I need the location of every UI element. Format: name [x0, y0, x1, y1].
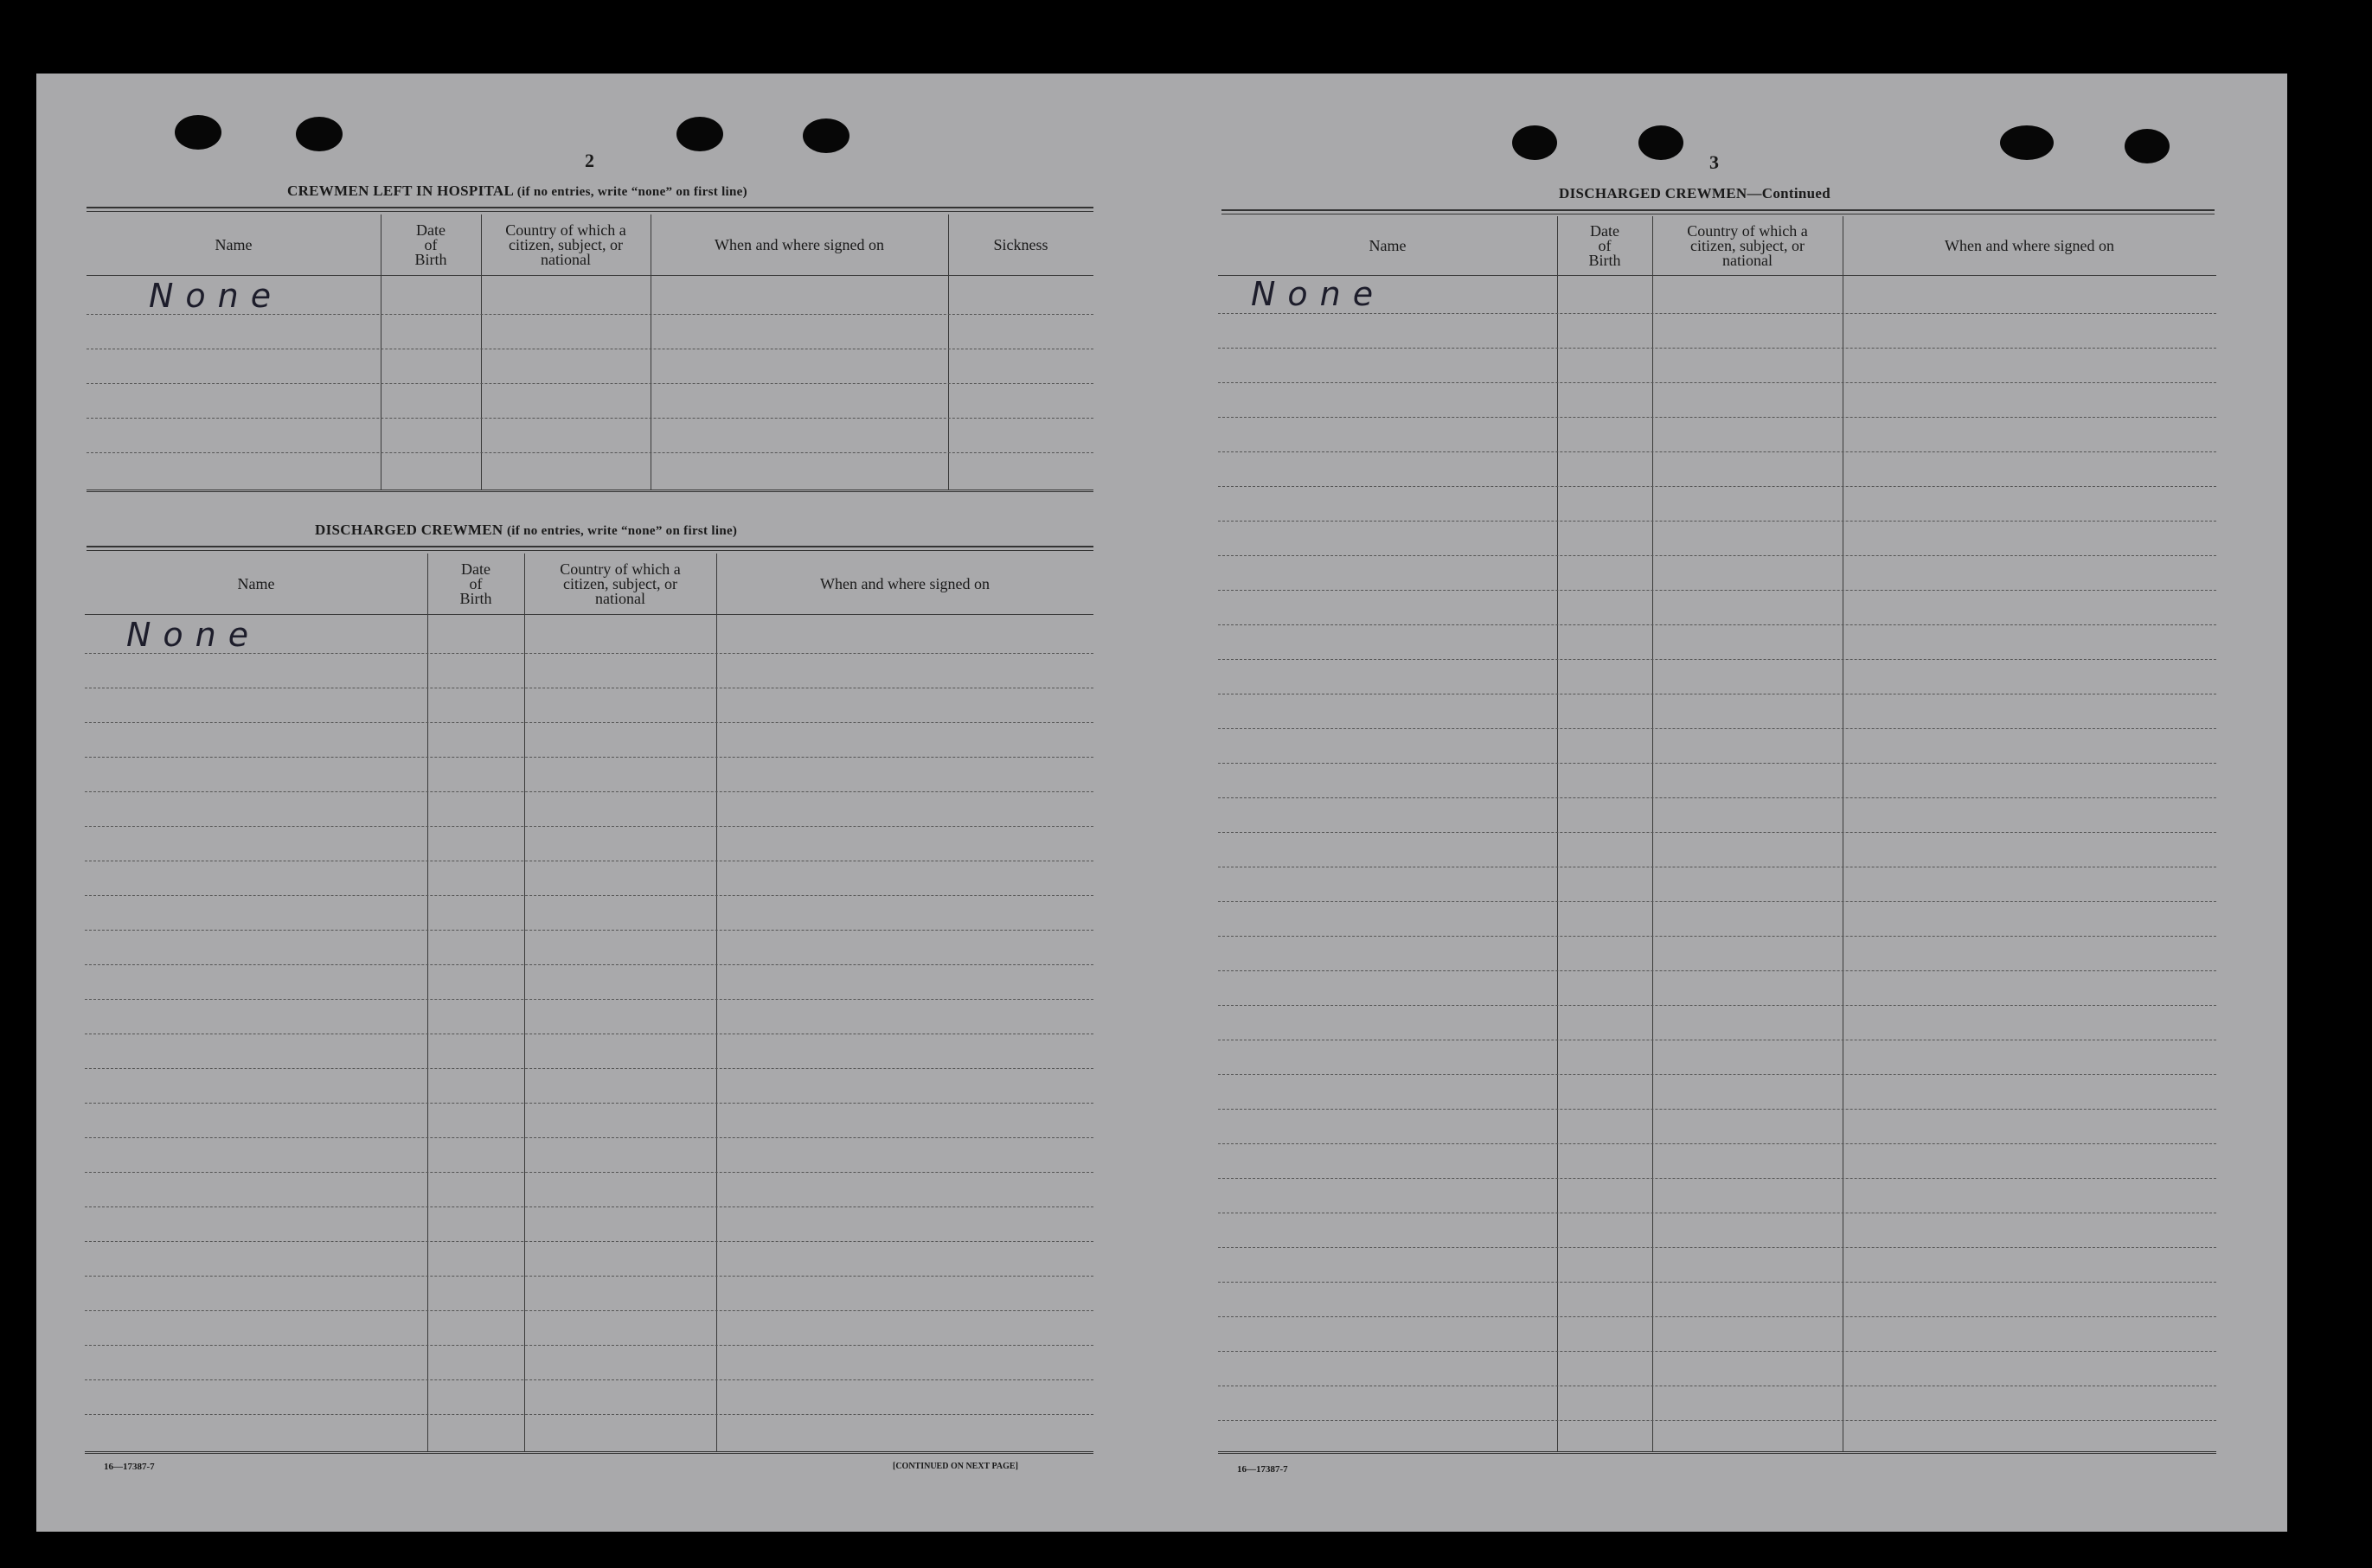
punch-hole	[296, 117, 343, 151]
page-number: 2	[585, 150, 594, 171]
punch-hole	[1638, 125, 1683, 160]
col-header-date-of-birth: Date of Birth	[459, 560, 492, 607]
punch-hole	[2000, 125, 2054, 160]
column-divider	[1557, 216, 1558, 1451]
ruled-line	[85, 895, 1093, 896]
ruled-line	[85, 999, 1093, 1000]
handwritten-entry: None	[149, 277, 284, 315]
continued-note: [CONTINUED ON NEXT PAGE]	[893, 1462, 1018, 1471]
ruled-line	[85, 1068, 1093, 1069]
ruled-line	[85, 1103, 1093, 1104]
ruled-line	[1218, 313, 2216, 314]
ruled-line	[85, 722, 1093, 723]
ruled-line	[1218, 1351, 2216, 1352]
col-header-sickness: Sickness	[993, 235, 1048, 253]
ruled-line	[1218, 763, 2216, 764]
ruled-line	[1218, 797, 2216, 798]
col-header-country: Country of which a citizen, subject, or national	[505, 221, 626, 268]
discharged-instruction-text: (if no entries, write “none” on first line)	[507, 524, 738, 538]
ruled-line	[1218, 728, 2216, 729]
punch-hole	[1512, 125, 1557, 160]
ruled-line	[1218, 936, 2216, 937]
ruled-line	[85, 964, 1093, 965]
col-header-name: Name	[215, 235, 253, 253]
title-rule	[87, 546, 1093, 551]
col-header-country: Country of which a citizen, subject, or national	[560, 560, 681, 607]
hospital-section-title	[287, 182, 747, 200]
ruled-line	[1218, 521, 2216, 522]
ruled-line	[85, 826, 1093, 827]
ruled-line	[1218, 382, 2216, 383]
ruled-line	[1218, 417, 2216, 418]
punch-hole	[676, 117, 723, 151]
form-number: 16—17387-7	[104, 1462, 155, 1472]
ruled-line	[85, 1379, 1093, 1380]
punch-hole	[803, 118, 849, 153]
punch-hole	[175, 115, 221, 150]
ruled-line	[1218, 1109, 2216, 1110]
discharged-section-title	[315, 522, 737, 539]
column-divider	[948, 214, 949, 490]
ruled-line	[87, 452, 1093, 453]
ruled-line	[1218, 486, 2216, 487]
handwritten-entry: None	[1251, 275, 1386, 313]
ruled-line	[1218, 659, 2216, 660]
ruled-line	[1218, 832, 2216, 833]
header-rule	[85, 614, 1093, 615]
hospital-instruction-text: (if no entries, write “none” on first line)	[516, 185, 747, 199]
ruled-line	[85, 757, 1093, 758]
ruled-line	[85, 1414, 1093, 1415]
ruled-line	[1218, 1178, 2216, 1179]
ruled-line	[1218, 1420, 2216, 1421]
col-header-date-of-birth: Date of Birth	[414, 221, 447, 268]
col-header-country: Country of which a citizen, subject, or national	[1687, 221, 1808, 269]
ruled-line	[85, 930, 1093, 931]
ruled-line	[1218, 1005, 2216, 1006]
ruled-line	[1218, 348, 2216, 349]
ruled-line	[1218, 555, 2216, 556]
ruled-line	[87, 418, 1093, 419]
column-divider	[1652, 216, 1653, 1451]
hospital-table	[87, 214, 1093, 492]
title-rule	[87, 207, 1093, 212]
title-rule	[1221, 209, 2215, 214]
scanned-form-sheet	[36, 74, 2287, 1532]
ruled-line	[1218, 1247, 2216, 1248]
col-header-name: Name	[237, 574, 275, 592]
page-number: 3	[1709, 151, 1719, 173]
col-header-name: Name	[1369, 236, 1407, 254]
discharged-continued-title: DISCHARGED CREWMEN—Continued	[1559, 185, 1830, 202]
col-header-signed-on: When and where signed on	[820, 574, 990, 592]
ruled-line	[85, 791, 1093, 792]
ruled-line	[85, 1206, 1093, 1207]
form-number: 16—17387-7	[1237, 1464, 1288, 1475]
column-divider	[481, 214, 482, 490]
ruled-line	[1218, 901, 2216, 902]
ruled-line	[85, 1241, 1093, 1242]
discharged-table	[85, 554, 1093, 1454]
hospital-title-text: CREWMEN LEFT IN HOSPITAL	[287, 182, 514, 199]
ruled-line	[1218, 451, 2216, 452]
ruled-line	[1218, 1282, 2216, 1283]
discharged-continued-table	[1218, 216, 2216, 1454]
ruled-line	[1218, 970, 2216, 971]
ruled-line	[85, 1172, 1093, 1173]
punch-hole	[2125, 129, 2170, 163]
col-header-signed-on: When and where signed on	[715, 235, 884, 253]
col-header-signed-on: When and where signed on	[1945, 236, 2114, 254]
ruled-line	[1218, 1074, 2216, 1075]
col-header-date-of-birth: Date of Birth	[1588, 221, 1621, 269]
ruled-line	[1218, 590, 2216, 591]
ruled-line	[85, 1310, 1093, 1311]
ruled-line	[1218, 624, 2216, 625]
ruled-line	[1218, 1143, 2216, 1144]
header-rule	[87, 275, 1093, 276]
handwritten-entry: None	[126, 616, 261, 654]
ruled-line	[1218, 1316, 2216, 1317]
ruled-line	[85, 1276, 1093, 1277]
ruled-line	[85, 1345, 1093, 1346]
discharged-title-text: DISCHARGED CREWMEN	[315, 522, 503, 538]
ruled-line	[87, 383, 1093, 384]
ruled-line	[85, 653, 1093, 654]
ruled-line	[85, 1137, 1093, 1138]
